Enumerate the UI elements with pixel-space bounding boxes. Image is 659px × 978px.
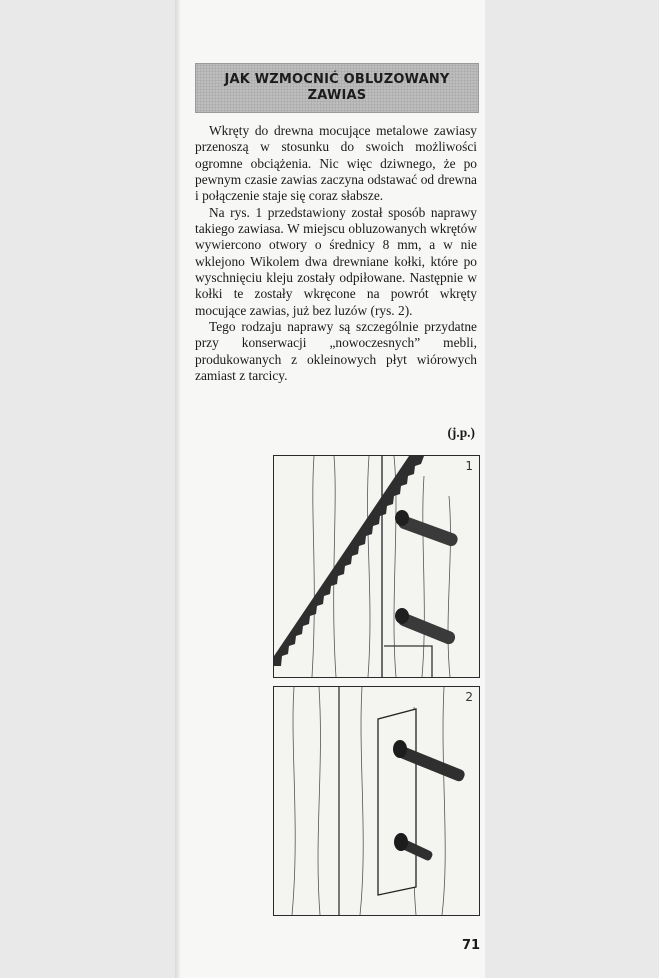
figure-1 xyxy=(273,455,480,678)
figure-2 xyxy=(273,686,480,916)
article-body xyxy=(195,123,477,385)
paragraph-3: Tego rodzaju naprawy są szczególnie przydatne przy konserwacji „nowoczesnych” mebli, produkowanych z okleinowych płyt wiórowych zamiast z tarcicy. xyxy=(195,319,477,384)
paragraph-2: Na rys. 1 przedstawiony został sposób naprawy takiego zawiasa. W miejscu obluzowanych wkrętów wywiercono otwory o średnicy 8 mm, a w nie wklejono Wikolem dwa drewniane kołki, które po wyschnięciu kleju zostały odpiłowane. Następnie w kołki te zostały wkręcone na powrót wkręty mocujące zawias, już bez luzów (rys. 2). xyxy=(195,204,477,318)
figure-1-label: 1 xyxy=(465,459,473,473)
figure-1-drawing xyxy=(274,456,479,677)
dowel-lower xyxy=(395,608,457,646)
paragraph-1: Wkręty do drewna mocujące metalowe zawiasy przenoszą w stosunku do swoich możliwości ogromne obciążenia. Nic więc dziwnego, że po pewnym czasie zawias zaczyna odstawać od drewna i połączenie staje się coraz słabsze. xyxy=(195,123,477,204)
page-number: 71 xyxy=(462,938,481,953)
figure-2-drawing xyxy=(274,687,479,915)
author-signature: (j.p.) xyxy=(447,425,475,440)
hinge-leaf xyxy=(378,709,416,895)
saw-blade xyxy=(274,456,424,666)
article-header xyxy=(195,63,479,113)
figure-2-label: 2 xyxy=(465,690,473,704)
article-title: JAK WZMOCNIĆ OBLUZOWANY ZAWIAS xyxy=(224,72,450,103)
